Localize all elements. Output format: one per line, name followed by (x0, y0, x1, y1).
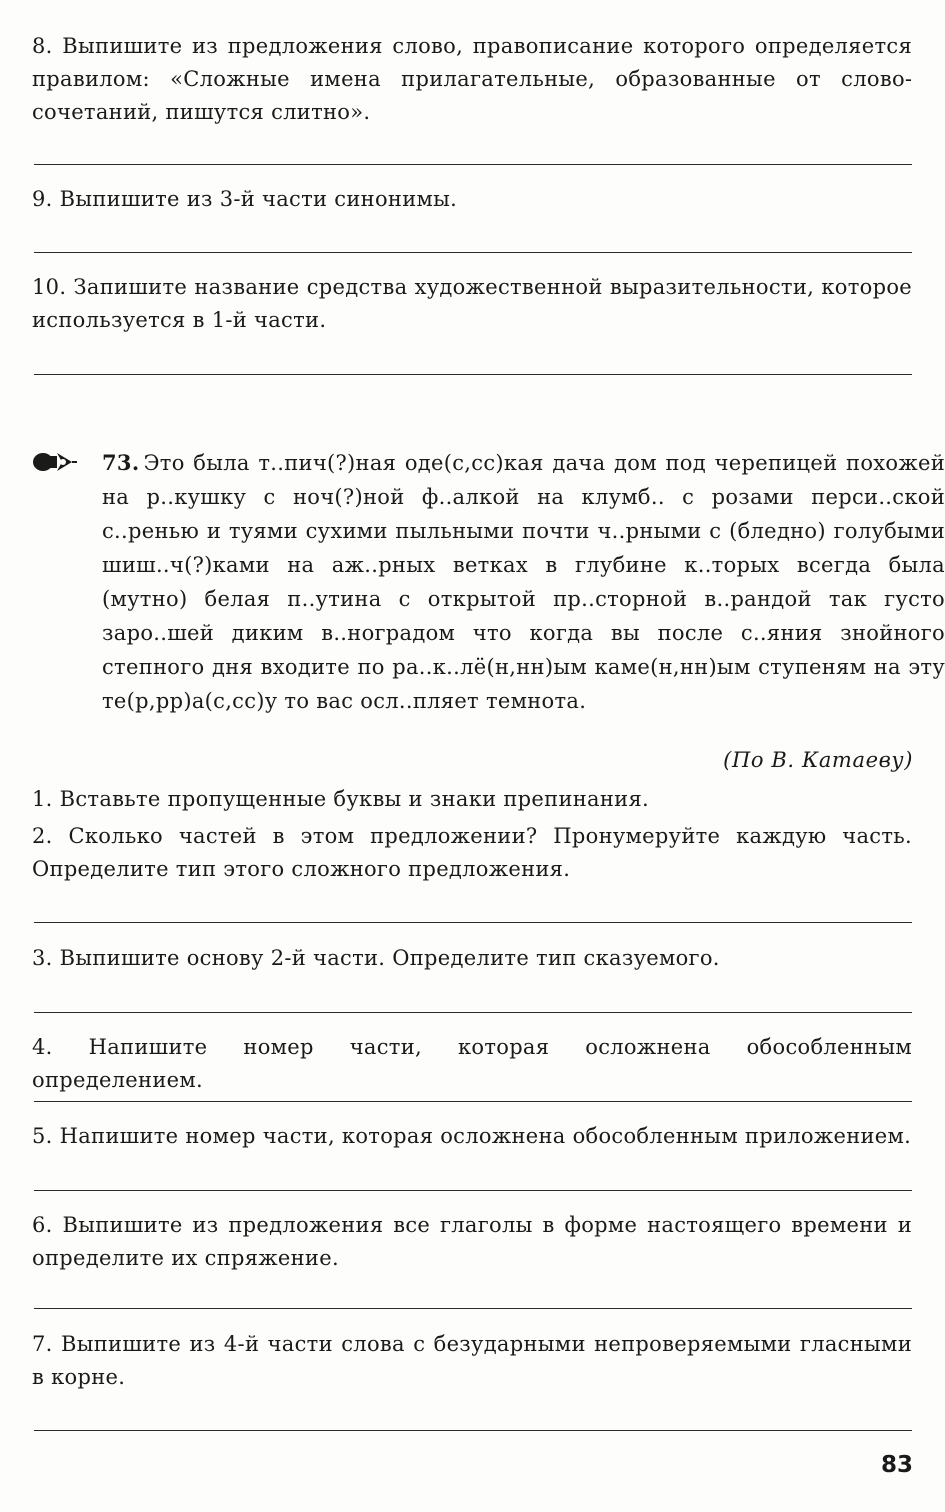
answer-line[interactable] (34, 1430, 912, 1431)
exercise-number: 73. (102, 450, 140, 475)
answer-line[interactable] (34, 1308, 912, 1309)
question-10: 10. Запишите название средства художественной выразительности, которое используется в 1-й части. (32, 275, 912, 332)
question-4: 4. Напишите номер части, которая осложнена обособленным определением. (32, 1035, 912, 1092)
question-2: 2. Сколько частей в этом предложении? Пронумеруйте каждую часть. Определите тип этого сложного предложения. (32, 824, 912, 881)
answer-line[interactable] (34, 374, 912, 375)
question-1: 1. Вставьте пропущенные буквы и знаки препинания. (32, 787, 649, 811)
answer-line[interactable] (34, 922, 912, 923)
pen-nib-marker-icon (32, 448, 78, 476)
question-6: 6. Выпишите из предложения все глаголы в форме настоящего времени и определите их спряжение. (32, 1213, 912, 1270)
exercise-sentence: Это была т..пич(?)ная оде(с,сс)кая дача дом под черепицей похожей на р..кушку с ноч(?)ной ф..алкой на клумб.. с розами перси..ской с..ренью и туями сухими пыльными почти ч..рными с (бледно) голубыми шиш..ч(?)ками на аж..рных ветках в глубине к..торых всегда была (мутно) белая п..утина с открытой пр..сторной в..рандой так густо заро..шей диким в..ноградом что когда вы после с..яния знойного степного дня входите по ра..к..лё(н,нн)ым каме(н,нн)ым ступеням на эту те(р,рр)а(с,сс)у то вас осл..пляет темнота. (102, 451, 945, 713)
source-attribution: (По В. Катаеву) (723, 748, 913, 772)
question-5: 5. Напишите номер части, которая осложнена обособленным приложением. (32, 1124, 912, 1148)
answer-line[interactable] (34, 1101, 912, 1102)
page-number: 83 (880, 1452, 913, 1478)
answer-line[interactable] (34, 1190, 912, 1191)
answer-line[interactable] (34, 164, 912, 165)
answer-line[interactable] (34, 1012, 912, 1013)
answer-line[interactable] (34, 252, 912, 253)
question-7: 7. Выпишите из 4-й части слова с безударными непроверяемыми гласными в корне. (32, 1332, 912, 1389)
question-9: 9. Выпишите из 3-й части синонимы. (32, 187, 458, 211)
exercise-text (102, 446, 945, 718)
question-3: 3. Выпишите основу 2-й части. Определите тип сказуемого. (32, 946, 720, 970)
question-8: 8. Выпишите из предложения слово, правописание которого определяется правилом: «Сложные имена прилагательные, образованные от словосочетаний, пишутся слитно». (32, 34, 912, 124)
